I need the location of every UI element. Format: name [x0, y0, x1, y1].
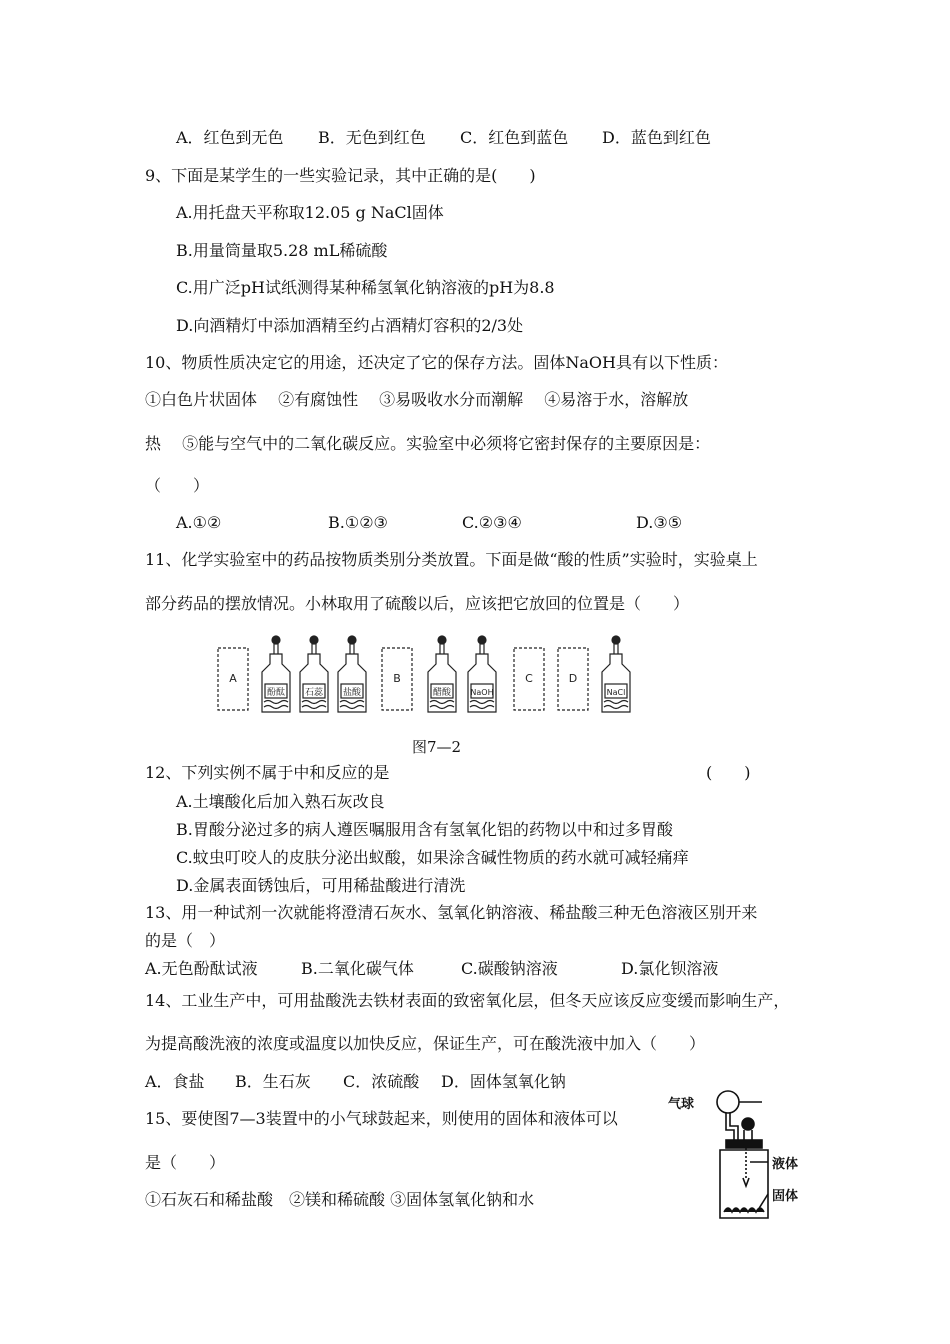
bottle-phenolphthalein — [262, 636, 290, 712]
bottle-nacl — [602, 636, 630, 712]
q10-paren: （ ） — [145, 476, 210, 495]
q14-stem-line1: 14、工业生产中，可用盐酸洗去铁材表面的致密氧化层，但冬天应该反应变缓而影响生产， — [145, 991, 790, 1010]
q13-option-a: A.无色酚酞试液 — [145, 959, 258, 978]
q15-stem-line3: ①石灰石和稀盐酸 ②镁和稀硫酸 ③固体氢氧化钠和水 — [145, 1190, 535, 1209]
q15-stem-line1: 15、要使图7—3装置中的小气球鼓起来，则使用的固体和液体可以 — [145, 1109, 618, 1128]
bottle-label-acetic-acid: 醋酸 — [432, 688, 452, 698]
slot-a-label: A — [229, 672, 237, 685]
q10-stem-line2: ①白色片状固体 ②有腐蚀性 ③易吸收水分而潮解 ④易溶于水，溶解放 — [145, 390, 689, 409]
bottle-label-hydrochloric-acid: 盐酸 — [342, 688, 362, 698]
q8-option-c: C．红色到蓝色 — [460, 128, 569, 147]
q13-option-c: C.碳酸钠溶液 — [461, 959, 558, 978]
bottle-hydrochloric-acid — [338, 636, 366, 712]
q13-option-d: D.氯化钡溶液 — [621, 959, 719, 978]
bottle-naoh — [468, 636, 496, 712]
balloon-icon — [717, 1091, 739, 1113]
bottle-litmus — [300, 636, 328, 712]
q14-option-a: A．食盐 — [145, 1072, 205, 1091]
q10-option-c: C.②③④ — [462, 513, 522, 532]
q14-stem-line2: 为提高酸洗液的浓度或温度以加快反应，保证生产，可在酸洗液中加入（ ） — [145, 1034, 706, 1053]
q10-stem-line3: 热 ⑤能与空气中的二氧化碳反应。实验室中必须将它密封保存的主要原因是： — [145, 434, 711, 453]
q14-option-c: C．浓硫酸 — [343, 1072, 420, 1091]
q8-option-b: B．无色到红色 — [318, 128, 426, 147]
q9-option-d: D.向酒精灯中添加酒精至约占酒精灯容积的2/3处 — [176, 316, 524, 335]
q9-option-b: B.用量筒量取5.28 mL稀硫酸 — [176, 241, 388, 260]
q8-option-a: A．红色到无色 — [176, 128, 284, 147]
solid-label: 固体 — [772, 1189, 799, 1204]
slot-d — [558, 648, 588, 710]
q10-option-d: D.③⑤ — [636, 513, 683, 532]
q9-option-c: C.用广泛pH试纸测得某种稀氢氧化钠溶液的pH为8.8 — [176, 278, 555, 297]
slot-b-label: B — [393, 672, 401, 685]
q11-stem-line1: 11、化学实验室中的药品按物质类别分类放置。下面是做“酸的性质”实验时，实验桌上 — [145, 550, 758, 569]
bottle-label-phenolphthalein: 酚酞 — [266, 688, 286, 698]
q12-paren: ( ) — [706, 763, 751, 782]
q10-option-a: A.①② — [176, 513, 222, 532]
balloon-label: 气球 — [668, 1097, 695, 1112]
q10-option-b: B.①②③ — [328, 513, 388, 532]
balloon-apparatus-figure — [666, 1078, 816, 1228]
q9-option-a: A.用托盘天平称取12.05 g NaCl固体 — [176, 203, 444, 222]
liquid-label: 液体 — [772, 1157, 799, 1172]
q12-stem: 12、下列实例不属于中和反应的是 — [145, 763, 390, 782]
bottle-label-litmus: 石蕊 — [304, 688, 324, 698]
slot-c — [514, 648, 544, 710]
q14-option-d: D．固体氢氧化钠 — [441, 1072, 566, 1091]
bottle-label-nacl: NaCl — [606, 688, 626, 697]
q12-option-b: B.胃酸分泌过多的病人遵医嘱服用含有氢氧化铝的药物以中和过多胃酸 — [176, 820, 673, 839]
q12-option-c: C.蚊虫叮咬人的皮肤分泌出蚁酸，如果涂含碱性物质的药水就可减轻痛痒 — [176, 848, 689, 867]
bottle-acetic-acid — [428, 636, 456, 712]
q10-stem-line1: 10、物质性质决定它的用途，还决定了它的保存方法。固体NaOH具有以下性质： — [145, 353, 728, 372]
figure-7-2-caption: 图7—2 — [412, 738, 462, 756]
reagent-shelf-figure — [210, 632, 660, 722]
q11-stem-line2: 部分药品的摆放情况。小林取用了硫酸以后，应该把它放回的位置是（ ） — [145, 594, 690, 613]
q13-option-b: B.二氧化碳气体 — [301, 959, 414, 978]
q13-stem-line2: 的是（ ） — [145, 931, 226, 950]
q12-option-d: D.金属表面锈蚀后，可用稀盐酸进行清洗 — [176, 876, 466, 895]
slot-d-label: D — [568, 672, 578, 685]
q14-option-b: B．生石灰 — [235, 1072, 311, 1091]
q13-stem-line1: 13、用一种试剂一次就能将澄清石灰水、氢氧化钠溶液、稀盐酸三种无色溶液区别开来 — [145, 903, 758, 922]
slot-c-label: C — [525, 672, 533, 685]
slot-b — [382, 648, 412, 710]
q12-option-a: A.土壤酸化后加入熟石灰改良 — [176, 792, 385, 811]
q8-option-d: D．蓝色到红色 — [602, 128, 711, 147]
q9-stem: 9、下面是某学生的一些实验记录，其中正确的是( ) — [145, 166, 536, 185]
q15-stem-line2: 是（ ） — [145, 1153, 226, 1172]
bottle-label-naoh: NaOH — [470, 688, 494, 697]
slot-a — [218, 648, 248, 710]
